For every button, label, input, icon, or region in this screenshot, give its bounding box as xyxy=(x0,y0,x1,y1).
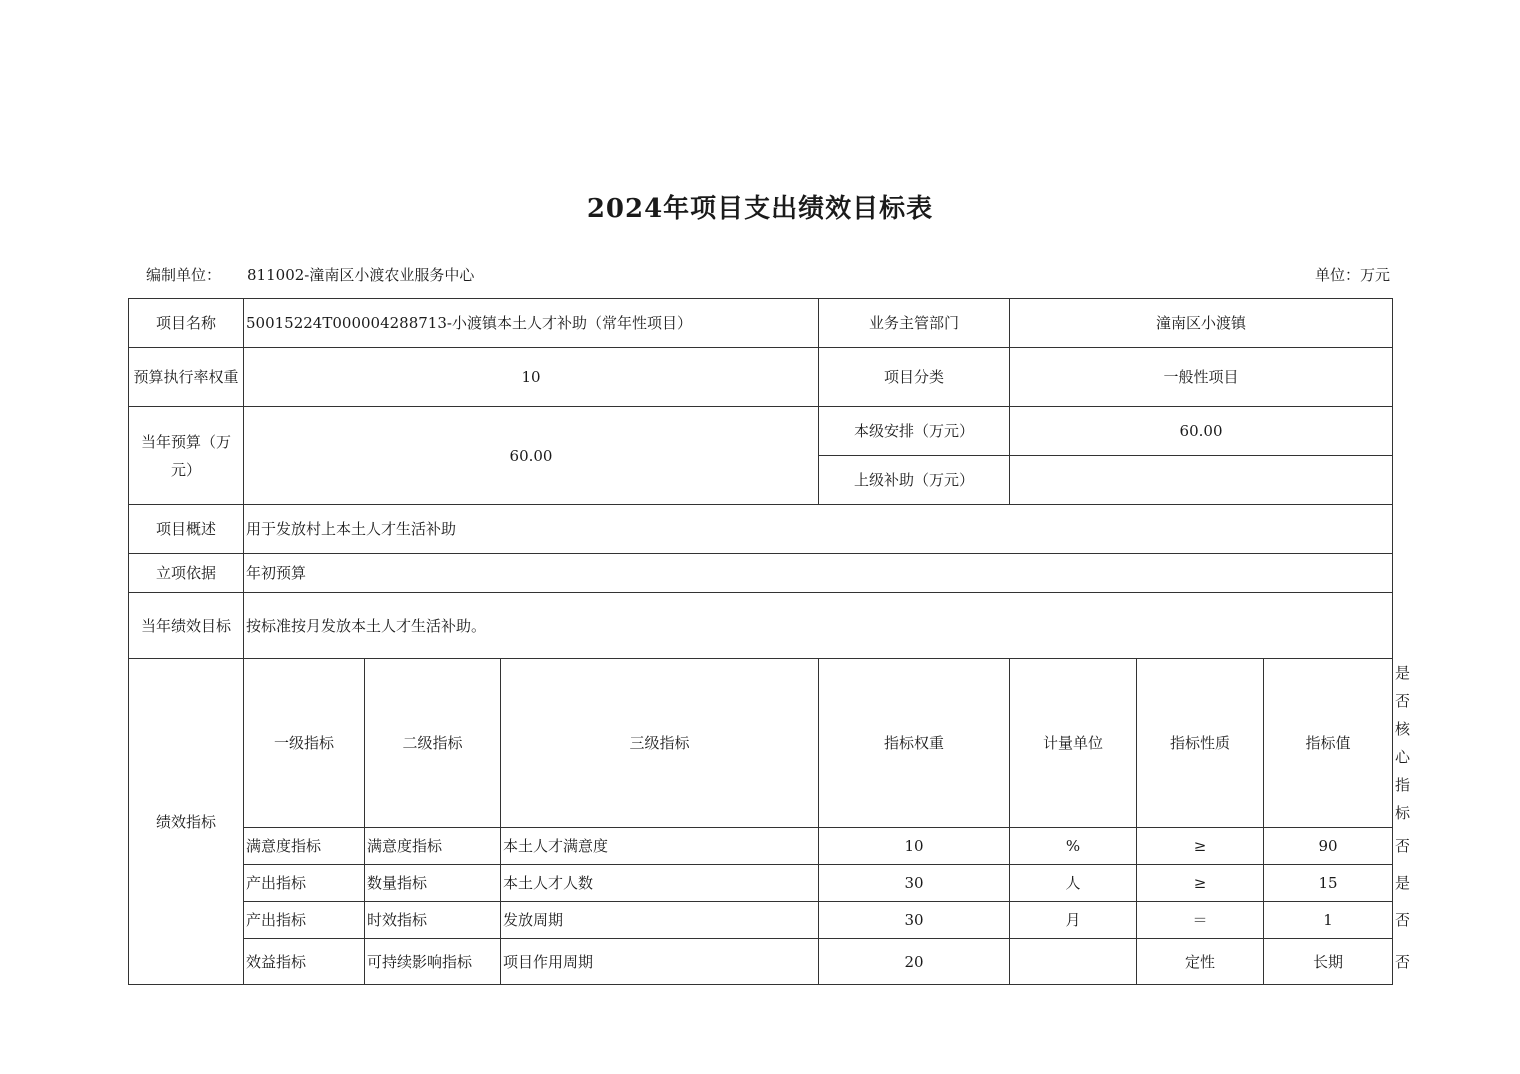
value-cell: 1 xyxy=(1264,902,1393,939)
value-cell: 90 xyxy=(1264,828,1393,865)
year-budget-value: 60.00 xyxy=(244,407,819,505)
overview-value: 用于发放村上本土人才生活补助 xyxy=(244,505,1393,554)
year-budget-label: 当年预算（万元） xyxy=(129,407,244,505)
level3-cell: 本土人才人数 xyxy=(501,865,819,902)
category-value: 一般性项目 xyxy=(1010,348,1393,407)
indicator-header: 指标性质 xyxy=(1137,659,1264,828)
local-budget-value: 60.00 xyxy=(1010,407,1393,456)
unit-cell: 月 xyxy=(1010,902,1137,939)
weight-cell: 30 xyxy=(819,865,1010,902)
level2-cell: 可持续影响指标 xyxy=(365,939,501,985)
nature-cell: ≥ xyxy=(1137,828,1264,865)
unit-cell xyxy=(1010,939,1137,985)
indicator-header: 二级指标 xyxy=(365,659,501,828)
indicator-header: 指标权重 xyxy=(819,659,1010,828)
project-name: 50015224T000004288713-小渡镇本土人才补助（常年性项目） xyxy=(244,299,819,348)
level2-cell: 时效指标 xyxy=(365,902,501,939)
indicator-header: 指标值 xyxy=(1264,659,1393,828)
basis-value: 年初预算 xyxy=(244,554,1393,593)
upper-subsidy-value xyxy=(1010,456,1393,505)
table-row: 产出指标 数量指标 本土人才人数 30 人 ≥ 15 是 xyxy=(129,865,1393,902)
level1-cell: 满意度指标 xyxy=(244,828,365,865)
indicator-header-row: 绩效指标 一级指标 二级指标 三级指标 指标权重 计量单位 指标性质 指标值 是否核心指标 xyxy=(129,659,1393,828)
weight-cell: 10 xyxy=(819,828,1010,865)
unit-cell: 人 xyxy=(1010,865,1137,902)
table-row: 满意度指标 满意度指标 本土人才满意度 10 % ≥ 90 否 xyxy=(129,828,1393,865)
level2-cell: 满意度指标 xyxy=(365,828,501,865)
weight-cell: 30 xyxy=(819,902,1010,939)
basis-label: 立项依据 xyxy=(129,554,244,593)
indicators-label: 绩效指标 xyxy=(129,659,244,985)
level1-cell: 效益指标 xyxy=(244,939,365,985)
nature-cell: ≥ xyxy=(1137,865,1264,902)
value-cell: 长期 xyxy=(1264,939,1393,985)
level1-cell: 产出指标 xyxy=(244,902,365,939)
goal-value: 按标准按月发放本土人才生活补助。 xyxy=(244,593,1393,659)
local-budget-label: 本级安排（万元） xyxy=(819,407,1010,456)
weight-cell: 20 xyxy=(819,939,1010,985)
dept-label: 业务主管部门 xyxy=(819,299,1010,348)
page-title: 2024年项目支出绩效目标表 xyxy=(586,194,934,224)
indicator-header: 计量单位 xyxy=(1010,659,1137,828)
goal-label: 当年绩效目标 xyxy=(129,593,244,659)
indicator-header: 三级指标 xyxy=(501,659,819,828)
unit-label: 编制单位： xyxy=(146,266,222,284)
level1-cell: 产出指标 xyxy=(244,865,365,902)
table-row: 效益指标 可持续影响指标 项目作用周期 20 定性 长期 否 xyxy=(129,939,1393,985)
project-name-label: 项目名称 xyxy=(129,299,244,348)
indicator-header: 一级指标 xyxy=(244,659,365,828)
unit-name: 811002-潼南区小渡农业服务中心 xyxy=(247,266,475,284)
overview-label: 项目概述 xyxy=(129,505,244,554)
level3-cell: 项目作用周期 xyxy=(501,939,819,985)
currency-unit: 单位：万元 xyxy=(1314,266,1390,284)
level3-cell: 发放周期 xyxy=(501,902,819,939)
budget-rate-label: 预算执行率权重 xyxy=(129,348,244,407)
nature-cell: 定性 xyxy=(1137,939,1264,985)
compiling-unit xyxy=(146,264,474,285)
category-label: 项目分类 xyxy=(819,348,1010,407)
nature-cell: ＝ xyxy=(1137,902,1264,939)
dept-value: 潼南区小渡镇 xyxy=(1010,299,1393,348)
unit-cell: % xyxy=(1010,828,1137,865)
upper-subsidy-label: 上级补助（万元） xyxy=(819,456,1010,505)
level2-cell: 数量指标 xyxy=(365,865,501,902)
table-row: 产出指标 时效指标 发放周期 30 月 ＝ 1 否 xyxy=(129,902,1393,939)
budget-rate-value: 10 xyxy=(244,348,819,407)
performance-table xyxy=(128,298,1411,985)
value-cell: 15 xyxy=(1264,865,1393,902)
level3-cell: 本土人才满意度 xyxy=(501,828,819,865)
